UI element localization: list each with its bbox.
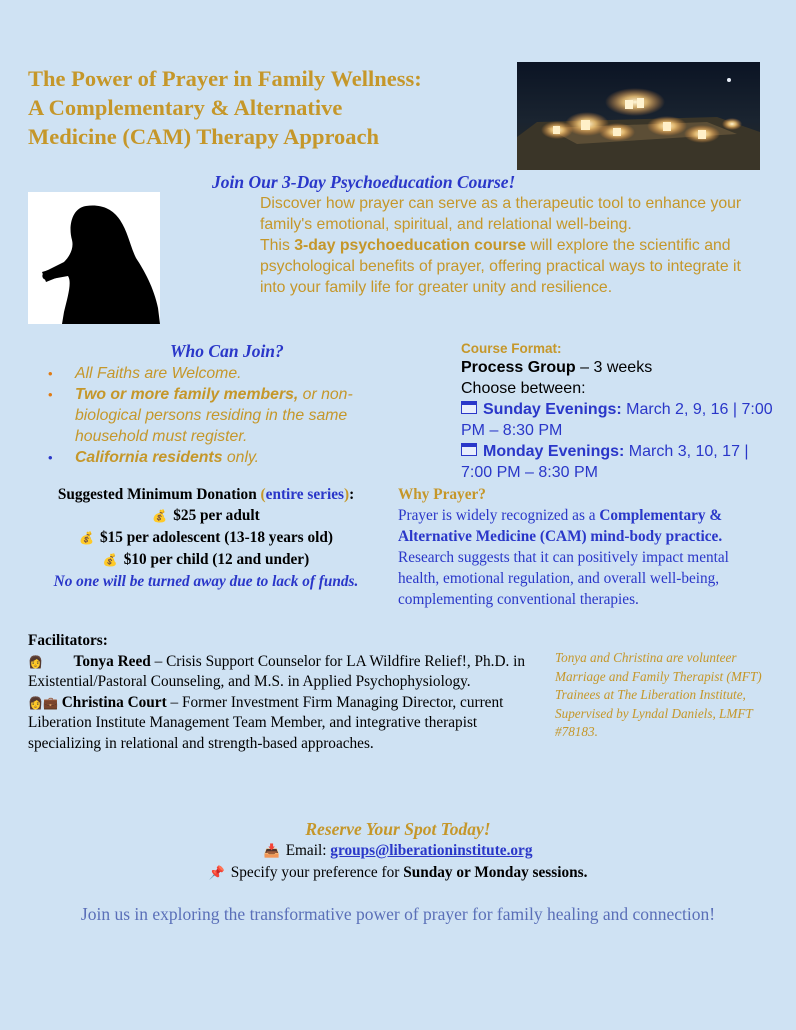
paren: ( xyxy=(260,486,266,503)
intro-text-segment: This xyxy=(260,237,295,254)
why-prayer-section xyxy=(398,484,758,610)
course-emphasis: 3-day psychoeducation course xyxy=(294,237,526,254)
donation-note: No one will be turned away due to lack of funds. xyxy=(53,573,359,590)
facilitator-description: – Former Investment Firm Managing Director, current Liberation Institute Management Team Member, and integrative therapist specializing in relational and strength-based approaches. xyxy=(28,693,504,752)
facilitator-name: Christina Court xyxy=(61,693,167,711)
process-group-duration: – 3 weeks xyxy=(575,359,653,376)
sunday-session xyxy=(461,399,781,441)
specify-text: Specify your preference for xyxy=(230,864,404,881)
rate-text: $10 per child (12 and under) xyxy=(123,551,310,568)
person-icon: 👩 xyxy=(28,654,43,669)
why-text-segment: Prayer is widely recognized as a xyxy=(398,507,600,524)
rate-text: $25 per adult xyxy=(173,507,260,524)
course-format-label: Course Format: xyxy=(461,341,562,356)
facilitators-section xyxy=(28,631,553,754)
eligibility-text: All Faiths are Welcome. xyxy=(75,365,242,382)
reserve-heading: Reserve Your Spot Today! xyxy=(305,819,491,839)
who-can-join-heading: Who Can Join? xyxy=(170,341,284,361)
calendar-icon xyxy=(461,401,477,414)
entire-series-label: entire series xyxy=(265,486,344,503)
colon: : xyxy=(349,486,355,503)
donation-heading-text: Suggested Minimum Donation xyxy=(57,486,261,503)
money-bag-icon: 💰 xyxy=(102,553,118,567)
rate-adult xyxy=(26,505,386,527)
reserve-section xyxy=(0,818,796,884)
process-group-label: Process Group xyxy=(461,359,576,376)
sunday-dates: March 2, 9, 16 | 7:00 PM – 8:30 PM xyxy=(461,401,773,439)
intro-paragraph-1: Discover how prayer can serve as a therapeutic tool to enhance your family's emotional, spiritual, and relational well-being. xyxy=(260,195,742,233)
monday-session xyxy=(461,441,781,483)
process-group-line xyxy=(461,357,781,378)
closing-message: Join us in exploring the transformative power of prayer for family healing and connection! xyxy=(80,904,716,924)
candles-at-night-image xyxy=(517,62,760,170)
eligibility-text: or non-biological persons residing in the same household must register. xyxy=(75,386,353,445)
title-line-3: Medicine (CAM) Therapy Approach xyxy=(28,124,380,149)
prayer-silhouette-image xyxy=(28,192,160,324)
facilitators-heading: Facilitators: xyxy=(28,632,108,649)
candles-photo xyxy=(517,62,760,170)
join-heading: Join Our 3-Day Psychoeducation Course! xyxy=(212,172,516,192)
session-preference: Sunday or Monday sessions. xyxy=(403,864,588,881)
why-text-segment: Research suggests that it can positively impact mental health, emotional regulation, and overall well-being, complementing conventional therapies. xyxy=(398,549,729,608)
eligibility-emphasis: California residents xyxy=(75,449,223,466)
why-prayer-heading: Why Prayer? xyxy=(398,486,486,503)
list-item xyxy=(48,363,408,384)
email-line xyxy=(0,840,796,862)
facilitator-tonya xyxy=(28,652,553,693)
money-bag-icon: 💰 xyxy=(152,509,168,523)
facilitator-christina xyxy=(28,693,553,755)
eligibility-text: only. xyxy=(222,449,260,466)
title-line-1: The Power of Prayer in Family Wellness: xyxy=(28,66,422,91)
donation-section xyxy=(26,484,386,592)
why-prayer-text xyxy=(398,505,758,610)
specify-line xyxy=(0,862,796,884)
facilitator-name: Tonya Reed xyxy=(73,652,151,670)
cam-emphasis: Complementary & Alternative Medicine (CAM) mind-body practice. xyxy=(398,507,723,545)
eligibility-emphasis: Two or more family members, xyxy=(75,386,299,403)
facilitators-side-note: Tonya and Christina are volunteer Marriage and Family Therapist (MFT) Trainees at The Liberation Institute, Supervised by Lyndal Daniels, LMFT #78183. xyxy=(555,650,762,739)
title-line-2: A Complementary & Alternative xyxy=(28,95,343,120)
choose-between: Choose between: xyxy=(461,380,586,397)
course-format xyxy=(461,340,781,483)
email-link[interactable]: groups@liberationinstitute.org xyxy=(330,842,533,859)
money-bag-icon: 💰 xyxy=(79,531,94,545)
eligibility-list xyxy=(48,363,408,468)
list-item xyxy=(48,384,408,447)
facilitator-description: – Crisis Support Counselor for LA Wildfire Relief!, Ph.D. in Existential/Pastoral Counseling, and M.S. in Applied Psychophysiology. xyxy=(28,652,526,690)
email-label: Email: xyxy=(285,842,331,859)
page-title xyxy=(28,64,508,151)
monday-dates: March 3, 10, 17 | 7:00 PM – 8:30 PM xyxy=(461,443,749,481)
intro-text xyxy=(260,193,760,298)
praying-person-icon xyxy=(28,192,160,324)
intro-text-segment: will explore the scientific and psychological benefits of prayer, offering practical ways to integrate it into your family life for greater unity and resilience. xyxy=(260,237,741,296)
pushpin-icon: 📌 xyxy=(208,866,225,881)
intro-paragraph-2 xyxy=(260,235,760,298)
rate-text: $15 per adolescent (13-18 years old) xyxy=(99,529,333,546)
rate-adolescent xyxy=(26,527,386,549)
monday-label: Monday Evenings: xyxy=(483,443,625,460)
calendar-icon xyxy=(461,443,477,456)
donation-heading xyxy=(26,484,386,505)
rate-child xyxy=(26,549,386,571)
sunday-label: Sunday Evenings: xyxy=(483,401,622,418)
inbox-icon: 📥 xyxy=(263,844,280,859)
paren: ) xyxy=(343,486,350,503)
businesswoman-icon: 👩💼 xyxy=(28,695,58,710)
list-item xyxy=(48,447,408,468)
